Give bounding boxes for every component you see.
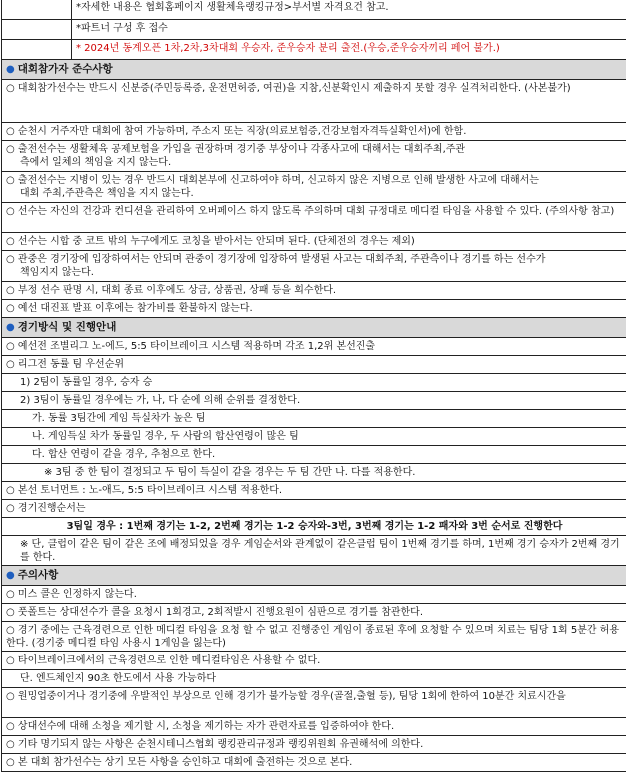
list-item: 단. 엔드체인지 90초 한도에서 사용 가능하다 <box>2 670 626 688</box>
list-item: ※ 3팀 중 한 팀이 결정되고 두 팀이 득실이 같을 경우는 두 팀 간만 나. 다를 적용한다. <box>2 464 626 482</box>
list-item: ○ 관중은 경기장에 입장하여서는 안되며 관중이 경기장에 입장하여 발생된 사고는 대회주최, 주관측이나 경기를 하는 선수가 책임지지 않는다. <box>2 251 626 282</box>
note-text-red: * 2024년 동계오픈 1차,2차,3차대회 우승자, 준우승자 분리 출전.(우승,준우승자끼리 페어 불가.) <box>76 43 500 54</box>
list-item: ○ 풋폴트는 상대선수가 콜을 요청시 1회경고, 2회적발시 진행요원이 심판으로 경기를 참관한다. <box>2 604 626 622</box>
section-header: ● 주의사항 <box>2 566 626 586</box>
list-item: ○ 원밍업중이거나 경기중에 우발적인 부상으로 인해 경기가 불가능할 경우(골절,출혈 등), 팀당 1회에 한하여 10분간 치료시간을 <box>2 688 626 718</box>
note-row <box>2 20 626 40</box>
list-item: ○ 예선전 조별리그 노-에드, 5:5 타이브레이크 시스템 적용하며 각조 1,2위 본선진출 <box>2 338 626 356</box>
section-header: ● 경기방식 및 진행안내 <box>2 318 626 338</box>
list-item: ○ 순천시 거주자만 대회에 참여 가능하며, 주소지 또는 직장(의료보험증,건강보험자격득실확인서)에 한함. <box>2 123 626 141</box>
section-header: ● 대회참가자 준수사항 <box>2 60 626 80</box>
list-item: ○ 출전선수는 지병이 있는 경우 반드시 대회본부에 신고하여야 하며, 신고하지 않은 지병으로 인해 발생한 사고에 대해서는 대회 주최,주관측은 책임을 지지 않는다. <box>2 172 626 203</box>
list-item: ○ 예선 대진표 발표 이후에는 참가비를 환불하지 않는다. <box>2 300 626 318</box>
list-item: 1) 2팀이 동률일 경우, 승자 승 <box>2 374 626 392</box>
note-row <box>2 0 626 20</box>
list-item: ○ 경기 중에는 근육경련으로 인한 메디컬 타임을 요청 할 수 없고 진행중인 게임이 종료된 후에 요청할 수 있으며 치료는 팀당 1회 5분간 허용한다. (경기중 메디컬 타임 사용시 1게임을 잃는다) <box>2 622 626 652</box>
list-item: ○ 부정 선수 판명 시, 대회 종료 이후에도 상금, 상품권, 상패 등을 회수한다. <box>2 282 626 300</box>
list-item: 나. 게임득실 차가 동률일 경우, 두 사람의 합산연령이 많은 팀 <box>2 428 626 446</box>
circle-bullet-icon: ● <box>6 570 15 581</box>
list-item: ○ 상대선수에 대해 소청을 제기할 시, 소청을 제기하는 자가 관련자료를 입증하여야 한다. <box>2 718 626 736</box>
list-item: ○ 출전선수는 생활체육 공제보험을 가입을 권장하며 경기중 부상이나 각종사고에 대해서는 대회주최,주관 측에서 일체의 책임을 지지 않는다. <box>2 141 626 172</box>
note-text: *자세한 내용은 협회홈페이지 생활체육랭킹규정>부서별 자격요건 참고. <box>76 2 389 13</box>
list-item: 2) 3팀이 동률일 경우에는 가, 나, 다 순에 의해 순위를 결정한다. <box>2 392 626 410</box>
circle-bullet-icon: ● <box>6 64 15 75</box>
list-item: ○ 미스 콜은 인정하지 않는다. <box>2 586 626 604</box>
list-item: ○ 대회참가선수는 반드시 신분증(주민등록증, 운전면허증, 여권)을 지참,신분확인시 제출하지 못할 경우 실격처리한다. (사본불가) <box>2 80 626 123</box>
note-row <box>2 40 626 60</box>
list-item: ○ 기타 명기되지 않는 사항은 순천시테니스협회 랭킹관리규정과 랭킹위원회 유권해석에 의한다. <box>2 736 626 754</box>
list-item: 가. 동률 3팀간에 게임 득실차가 높은 팀 <box>2 410 626 428</box>
list-item: 다. 합산 연령이 같을 경우, 추첨으로 한다. <box>2 446 626 464</box>
list-item: ○ 선수는 시합 중 코트 밖의 누구에게도 코칭을 받아서는 안되며 된다. (단체전의 경우는 제외) <box>2 233 626 251</box>
list-item: ○ 타이브레이크에서의 근육경련으로 인한 메디컬타임은 사용할 수 없다. <box>2 652 626 670</box>
list-item: ※ 단, 클럽이 같은 팀이 같은 조에 배정되었을 경우 게임순서와 관계없이 같은클럽 팀이 1번째 경기를 하며, 1번째 경기 승자가 2번째 경기를 한다. <box>2 536 626 566</box>
list-item: ○ 경기진행순서는 <box>2 500 626 518</box>
list-item: 3팀일 경우 : 1번째 경기는 1-2, 2번째 경기는 1-2 승자와-3번, 3번째 경기는 1-2 패자와 3번 순서로 진행한다 <box>2 518 626 536</box>
note-text: *파트너 구성 후 접수 <box>76 23 168 34</box>
circle-bullet-icon: ● <box>6 322 15 333</box>
list-item: ○ 선수는 자신의 건강과 컨디션을 관리하여 오버페이스 하지 않도록 주의하며 대회 규정대로 메디컬 타임을 사용할 수 있다. (주의사항 참고) <box>2 203 626 233</box>
list-item: ○ 리그전 동률 팀 우선순위 <box>2 356 626 374</box>
list-item: ○ 본선 토너먼트 : 노-애드, 5:5 타이브레이크 시스템 적용한다. <box>2 482 626 500</box>
list-item: ○ 본 대회 참가선수는 상기 모든 사항을 승인하고 대회에 출전하는 것으로 본다. <box>2 754 626 772</box>
document <box>1 0 626 772</box>
